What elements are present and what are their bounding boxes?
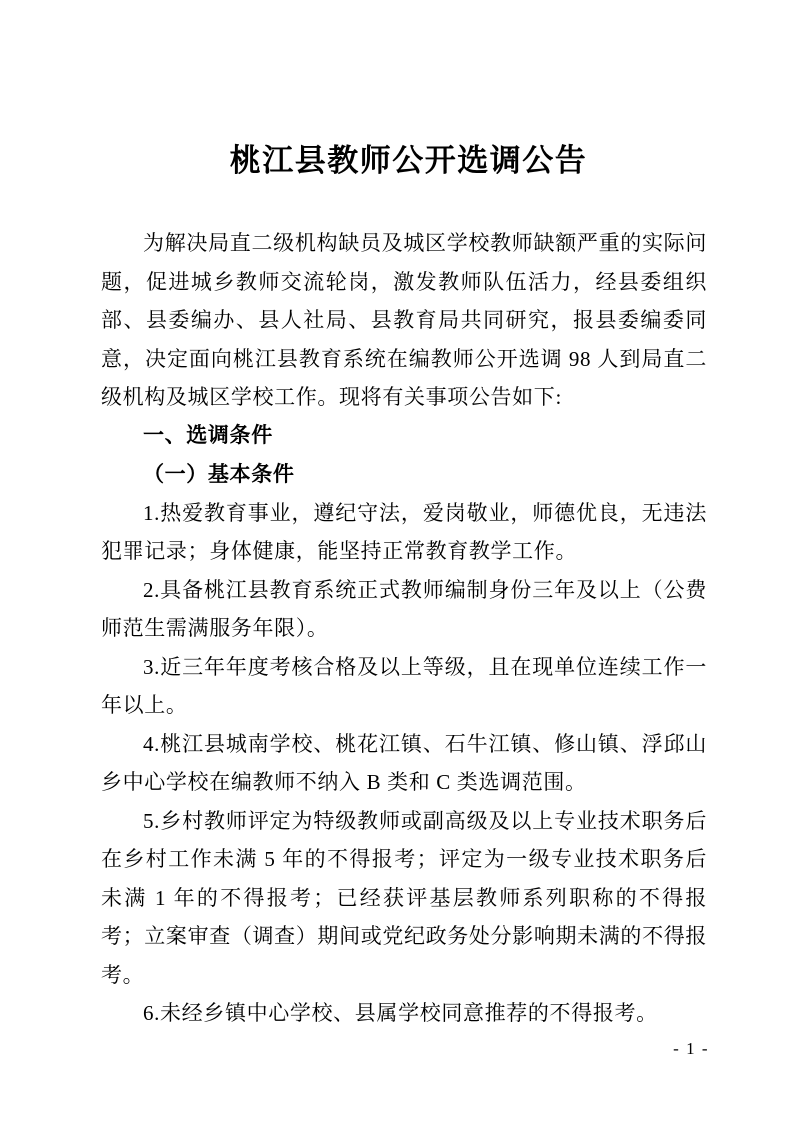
condition-item-5: 5.乡村教师评定为特级教师或副高级及以上专业技术职务后在乡村工作未满 5 年的不得报考；评定为一级专业技术职务后未满 1 年的不得报考；已经获评基层教师系列职称的不得报考；立案审查（调查）期间或党纪政务处分影响期未满的不得报考。 bbox=[101, 808, 707, 987]
condition-item-6: 6.未经乡镇中心学校、县属学校同意推荐的不得报考。 bbox=[143, 1001, 658, 1025]
condition-item-2: 2.具备桃江县教育系统正式教师编制身份三年及以上（公费师范生需满服务年限）。 bbox=[101, 577, 707, 640]
document-body bbox=[101, 224, 707, 1033]
intro-paragraph: 为解决局直二级机构缺员及城区学校教师缺额严重的实际问题，促进城乡教师交流轮岗，激发教师队伍活力，经县委组织部、县委编办、县人社局、县教育局共同研究，报县委编委同意，决定面向桃江县教育系统在编教师公开选调 98 人到局直二级机构及城区学校工作。现将有关事项公告如下: bbox=[101, 231, 707, 409]
condition-item-3: 3.近三年年度考核合格及以上等级，且在现单位连续工作一年以上。 bbox=[101, 654, 707, 717]
subsection-heading-basic-conditions: （一）基本条件 bbox=[143, 462, 295, 486]
condition-item-1: 1.热爱教育事业，遵纪守法，爱岗敬业，师德优良，无违法犯罪记录；身体健康，能坚持正常教育教学工作。 bbox=[101, 500, 707, 563]
section-heading-selection-conditions: 一、选调条件 bbox=[143, 423, 273, 447]
condition-item-4: 4.桃江县城南学校、桃花江镇、石牛江镇、修山镇、浮邱山乡中心学校在编教师不纳入 B 类和 C 类选调范围。 bbox=[101, 731, 707, 794]
document-title: 桃江县教师公开选调公告 bbox=[229, 143, 588, 178]
page-number: - 1 - bbox=[673, 1039, 709, 1058]
